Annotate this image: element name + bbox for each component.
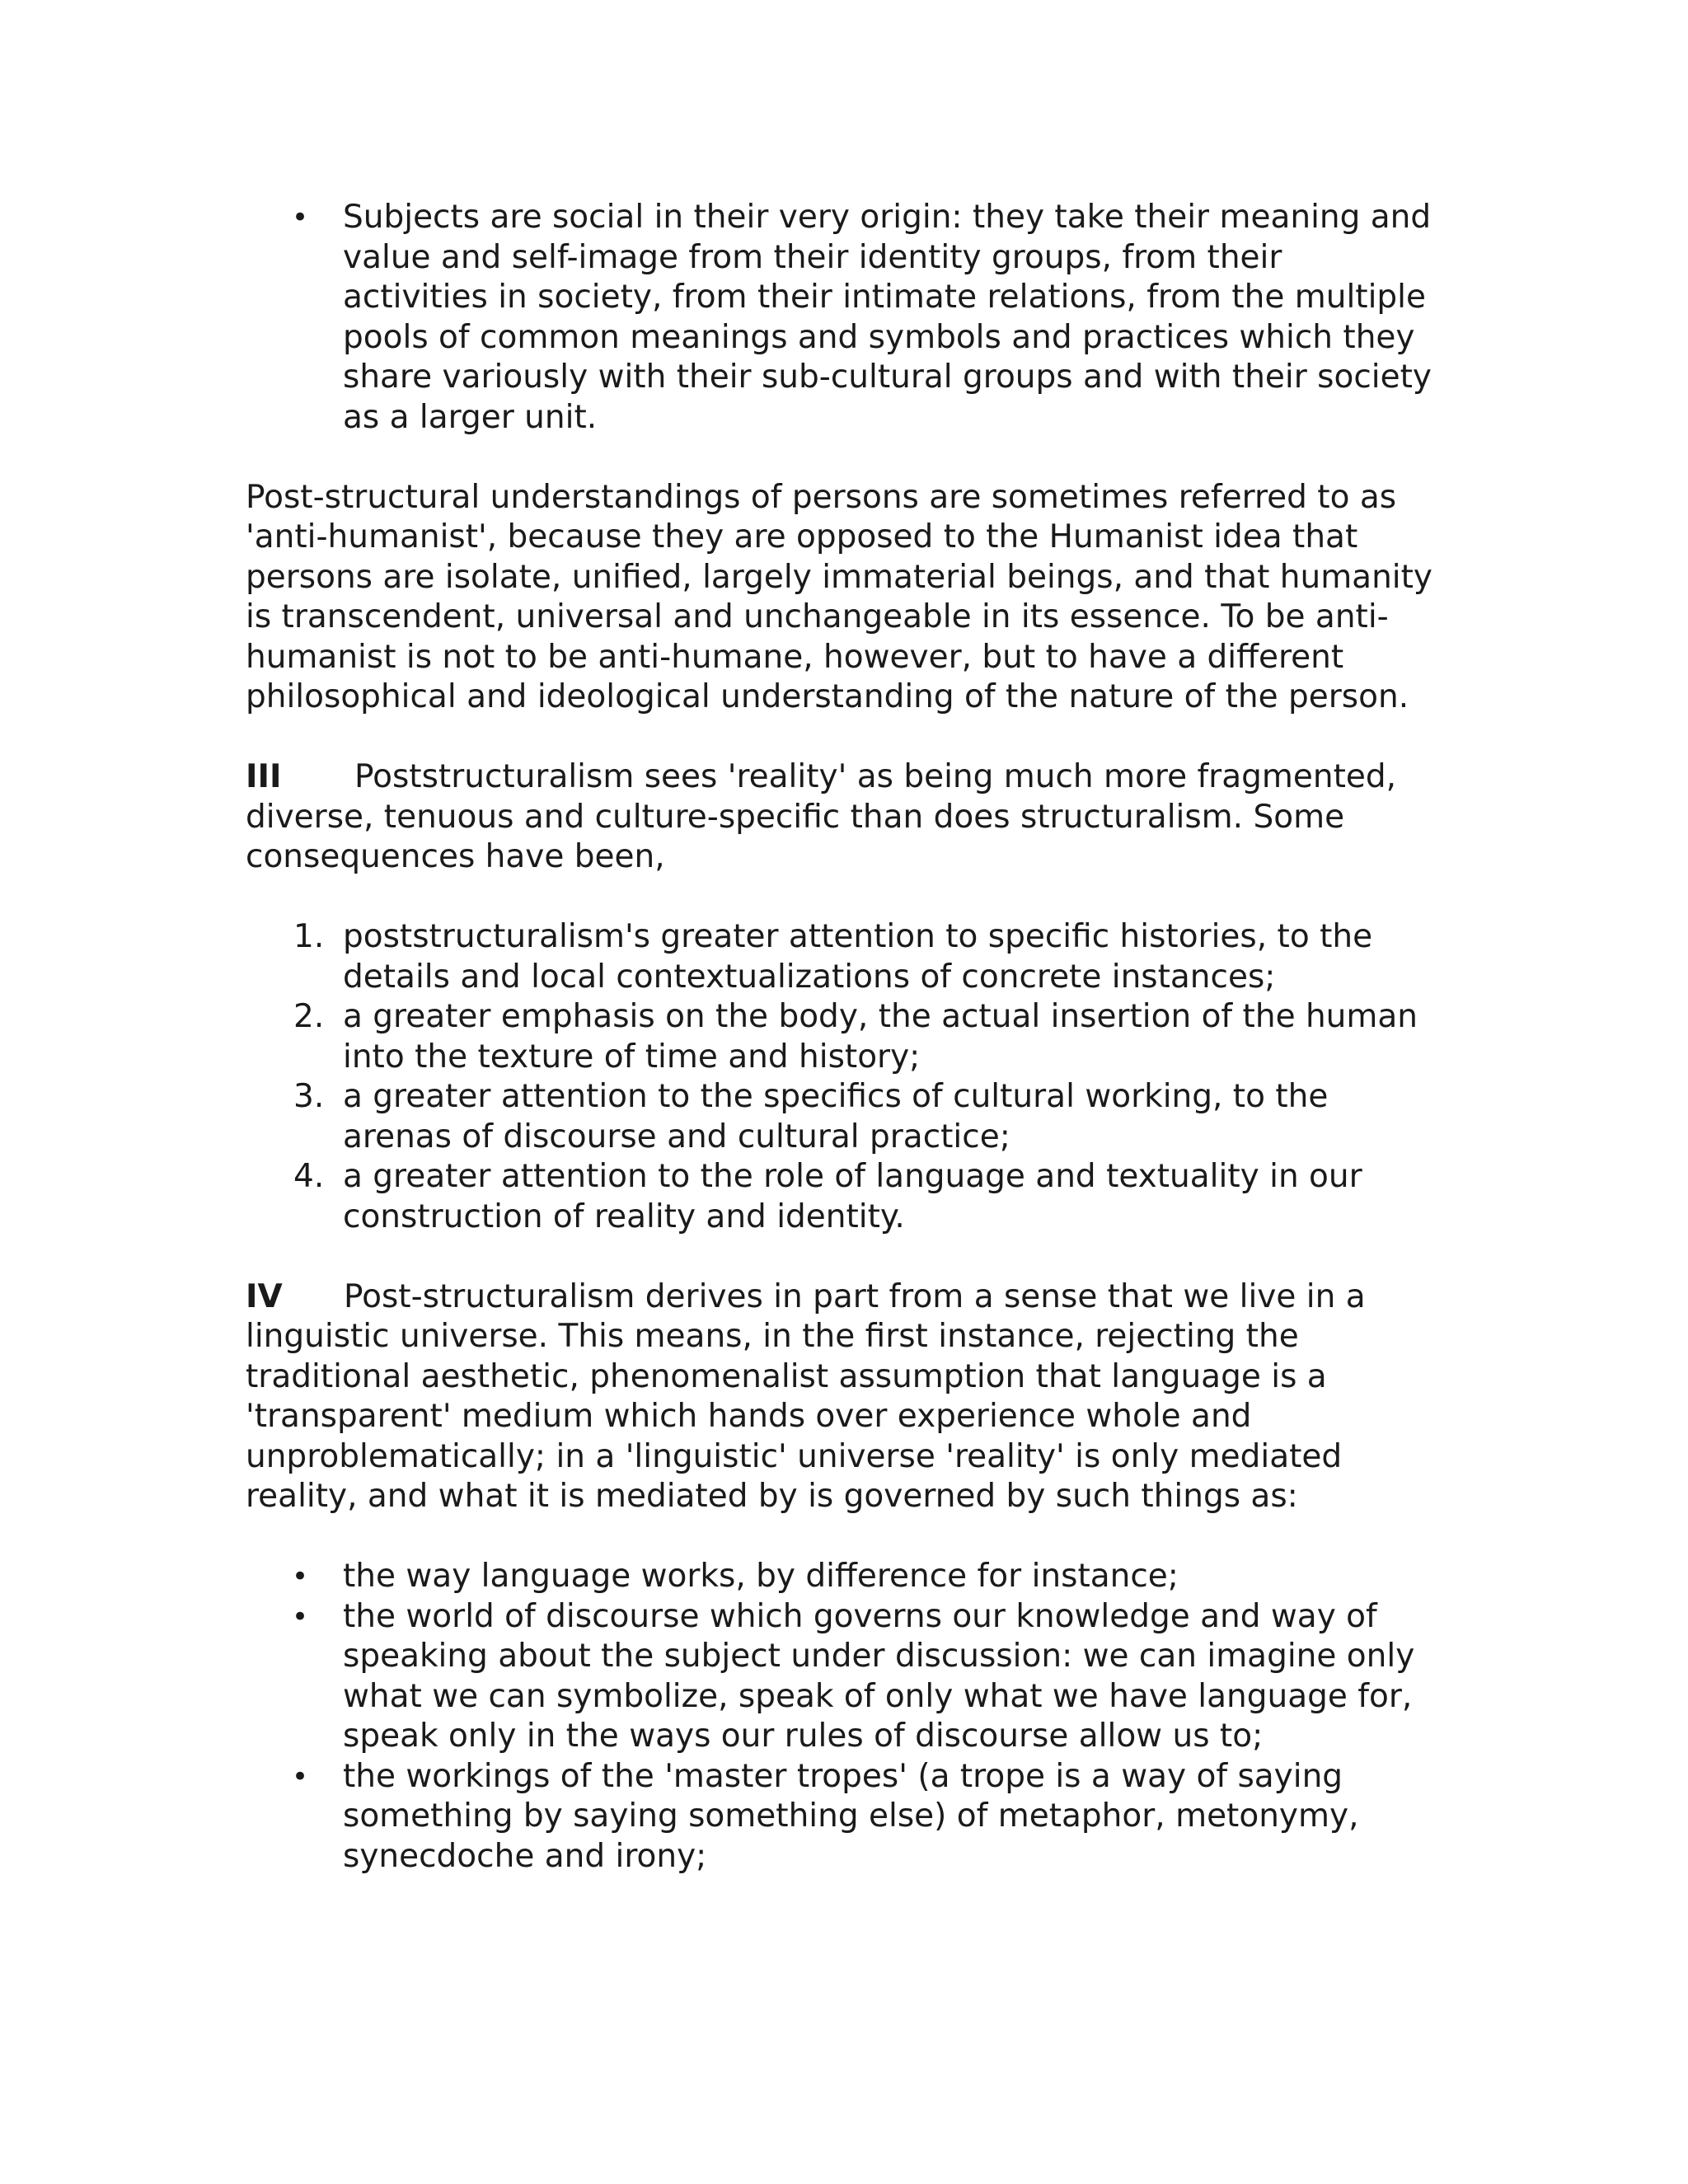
- list-item: • the world of discourse which governs our knowledge and way of speaking about the subject under discussion: we can imagine only what we can symbolize, speak of only what we have language for, speak only in the ways our rules of discourse allow us to;: [246, 1597, 1437, 1757]
- list-item: • the way language works, by difference for instance;: [246, 1557, 1437, 1597]
- list-item-text: a greater emphasis on the body, the actual insertion of the human into the texture of time and history;: [343, 998, 1418, 1076]
- list-item: [246, 1157, 1437, 1237]
- paragraph-spacer: [246, 438, 1437, 478]
- consequences-list: [246, 917, 1437, 1237]
- list-item-text: a greater attention to the role of language and textuality in our construction of reality and identity.: [343, 1158, 1362, 1235]
- paragraph-spacer: [246, 878, 1437, 918]
- list-item: • Subjects are social in their very origin: they take their meaning and value and self-image from their identity groups, from their activities in society, from their intimate relations, from the multiple pools of common meanings and symbols and practices which they share variously with their sub-cultural groups and with their society as a larger unit.: [246, 198, 1437, 438]
- paragraph-post-structural: Post-structural understandings of persons are sometimes referred to as 'anti-humanist', because they are opposed to the Humanist idea that persons are isolate, unified, largely immaterial beings, and that humanity is transcendent, universal and unchangeable in its essence. To be anti-humanist is not to be anti-humane, however, but to have a different philosophical and ideological understanding of the nature of the person.: [246, 478, 1433, 715]
- list-number: 1.: [293, 918, 325, 955]
- top-bullet-list: [246, 198, 1437, 438]
- section-iv-text: Post-structuralism derives in part from a sense that we live in a linguistic universe. This means, in the first instance, rejecting the traditional aesthetic, phenomenalist assumption that language is a 'transparent' medium which hands over experience whole and unproblematically; in a 'linguistic' universe 'reality' is only mediated reality, and what it is mediated by is governed by such things as:: [246, 1277, 1366, 1515]
- list-item: • the workings of the 'master tropes' (a trope is a way of saying something by saying something else) of metaphor, metonymy, synecdoche and irony;: [246, 1757, 1437, 1877]
- list-number: 3.: [293, 1078, 325, 1115]
- mediation-bullet-list: [246, 1557, 1437, 1877]
- list-item-text: a greater attention to the specifics of cultural working, to the arenas of discourse and cultural practice;: [343, 1078, 1329, 1155]
- paragraph-spacer: [246, 718, 1437, 758]
- section-label-iii: III: [246, 758, 282, 795]
- section-iii-paragraph: [246, 757, 1437, 878]
- list-item-text: poststructuralism's greater attention to specific histories, to the details and local contextualizations of concrete instances;: [343, 918, 1373, 996]
- list-item: [246, 1077, 1437, 1157]
- list-number: 4.: [293, 1158, 325, 1195]
- section-label-iv: IV: [246, 1277, 283, 1315]
- list-item: [246, 997, 1437, 1077]
- document-body: [246, 198, 1437, 1877]
- section-iii-text: Poststructuralism sees 'reality' as being much more fragmented, diverse, tenuous and culture-specific than does structuralism. Some consequences have been,: [246, 758, 1397, 875]
- list-number: 2.: [293, 998, 325, 1035]
- paragraph-spacer: [246, 1517, 1437, 1558]
- list-item: [246, 917, 1437, 997]
- paragraph-spacer: [246, 1237, 1437, 1277]
- section-iv-paragraph: [246, 1277, 1437, 1517]
